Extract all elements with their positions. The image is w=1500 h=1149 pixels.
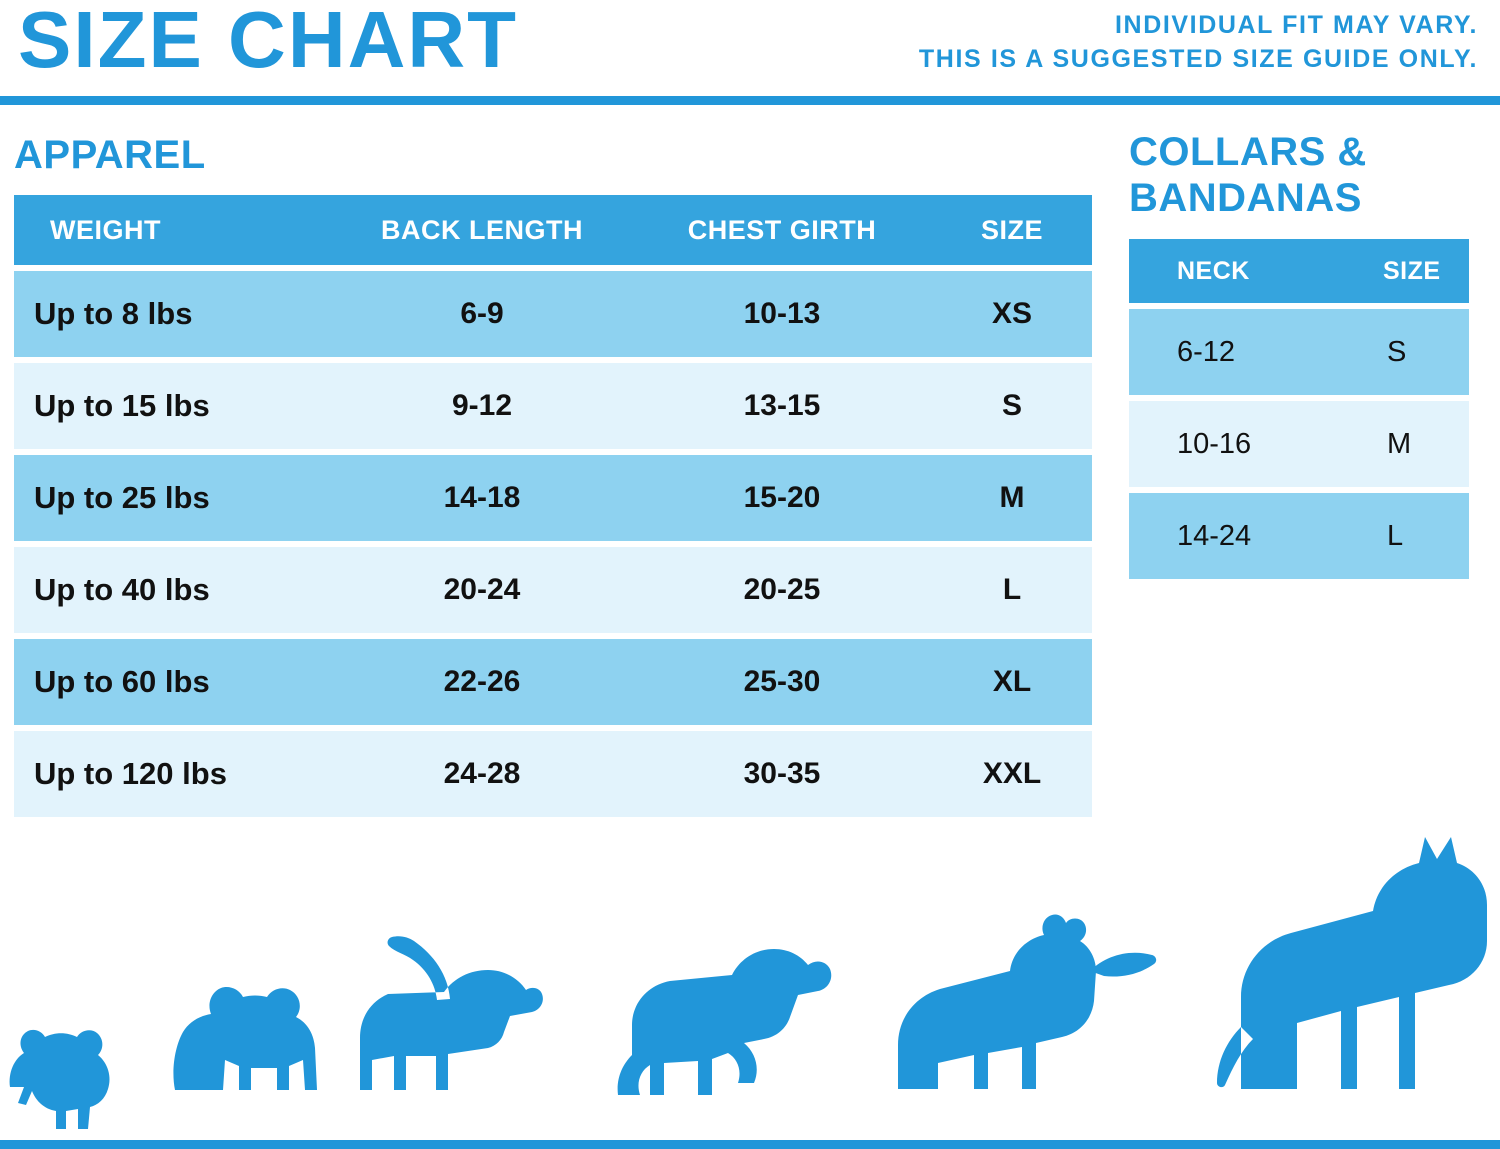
disclaimer-line-2: THIS IS A SUGGESTED SIZE GUIDE ONLY.: [918, 45, 1478, 73]
apparel-table-body: [14, 271, 1092, 817]
table-row: [1129, 309, 1469, 395]
apparel-col-weight: WEIGHT: [14, 195, 332, 265]
cell-size: M: [1329, 401, 1469, 487]
cell-size: S: [1329, 309, 1469, 395]
cell-back-length: 14-18: [332, 455, 632, 541]
collars-table-head: [1129, 239, 1469, 303]
dog-silhouette-pug: [173, 987, 317, 1090]
collars-heading-line-2: BANDANAS: [1129, 176, 1362, 220]
apparel-table-head: [14, 195, 1092, 265]
header-divider: [0, 96, 1500, 105]
table-row: [14, 455, 1092, 541]
cell-size: XS: [932, 271, 1092, 357]
cell-weight: Up to 8 lbs: [14, 271, 332, 357]
dog-silhouette-great-dane: [1217, 837, 1487, 1089]
cell-back-length: 20-24: [332, 547, 632, 633]
cell-size: XL: [932, 639, 1092, 725]
cell-back-length: 22-26: [332, 639, 632, 725]
cell-back-length: 24-28: [332, 731, 632, 817]
dog-silhouette-pomeranian: [10, 1030, 110, 1129]
dog-silhouettes-illustration: [0, 837, 1500, 1137]
table-row: [14, 363, 1092, 449]
disclaimer-line-1: INDIVIDUAL FIT MAY VARY.: [1115, 11, 1478, 39]
apparel-col-size: SIZE: [932, 195, 1092, 265]
apparel-header-row: [14, 195, 1092, 265]
collars-heading-line-1: COLLARS &: [1129, 130, 1367, 174]
collars-header-row: [1129, 239, 1469, 303]
dog-silhouette-terrier: [898, 914, 1156, 1089]
cell-weight: Up to 25 lbs: [14, 455, 332, 541]
table-row: [14, 271, 1092, 357]
cell-size: L: [932, 547, 1092, 633]
table-row: [1129, 401, 1469, 487]
collars-section: [1105, 105, 1500, 823]
cell-size: S: [932, 363, 1092, 449]
apparel-col-back-length: BACK LENGTH: [332, 195, 632, 265]
collars-size-table: [1129, 233, 1469, 585]
collars-col-size: SIZE: [1329, 239, 1469, 303]
cell-neck: 14-24: [1129, 493, 1329, 579]
cell-neck: 10-16: [1129, 401, 1329, 487]
cell-chest-girth: 25-30: [632, 639, 932, 725]
page-header: [0, 0, 1500, 96]
apparel-col-chest-girth: CHEST GIRTH: [632, 195, 932, 265]
cell-size: L: [1329, 493, 1469, 579]
cell-chest-girth: 30-35: [632, 731, 932, 817]
cell-chest-girth: 20-25: [632, 547, 932, 633]
cell-neck: 6-12: [1129, 309, 1329, 395]
dog-silhouette-beagle: [360, 936, 543, 1090]
header-disclaimer: [919, 8, 1484, 76]
apparel-section: [0, 105, 1105, 823]
cell-size: XXL: [932, 731, 1092, 817]
cell-chest-girth: 15-20: [632, 455, 932, 541]
table-row: [14, 547, 1092, 633]
table-row: [1129, 493, 1469, 579]
cell-chest-girth: 13-15: [632, 363, 932, 449]
cell-weight: Up to 120 lbs: [14, 731, 332, 817]
dog-silhouette-cocker-spaniel: [618, 949, 832, 1095]
page-title: SIZE CHART: [18, 0, 518, 84]
footer-divider: [0, 1140, 1500, 1149]
table-row: [14, 731, 1092, 817]
cell-size: M: [932, 455, 1092, 541]
collars-table-body: [1129, 309, 1469, 579]
collars-heading: [1129, 129, 1500, 221]
cell-weight: Up to 60 lbs: [14, 639, 332, 725]
collars-col-neck: NECK: [1129, 239, 1329, 303]
table-row: [14, 639, 1092, 725]
apparel-heading: APPAREL: [14, 133, 206, 177]
content-area: [0, 105, 1500, 823]
cell-weight: Up to 40 lbs: [14, 547, 332, 633]
apparel-size-table: [14, 189, 1092, 823]
cell-back-length: 6-9: [332, 271, 632, 357]
cell-weight: Up to 15 lbs: [14, 363, 332, 449]
cell-back-length: 9-12: [332, 363, 632, 449]
cell-chest-girth: 10-13: [632, 271, 932, 357]
